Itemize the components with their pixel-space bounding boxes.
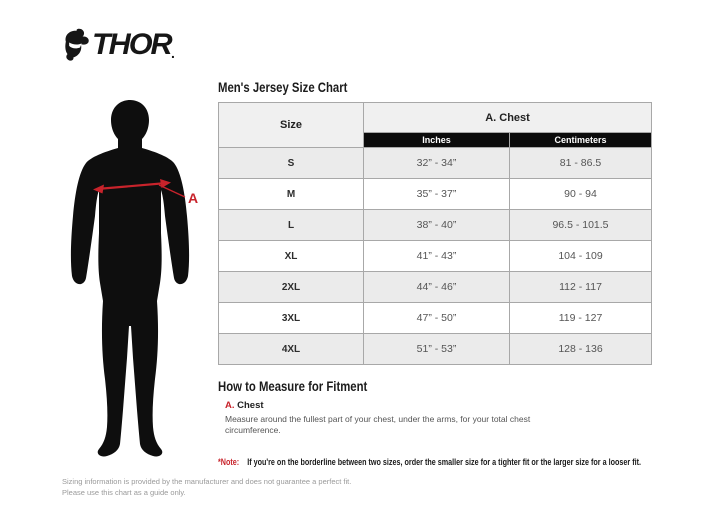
- cm-value: 112 - 117: [510, 272, 652, 303]
- thor-helmet-icon: [60, 26, 90, 64]
- cm-value: 119 - 127: [510, 303, 652, 334]
- column-header-centimeters: Centimeters: [510, 133, 652, 148]
- size-label: 2XL: [219, 272, 364, 303]
- fit-note-text: If you're on the borderline between two sizes, order the smaller size for a tighter fit or the larger size for a looser fit.: [247, 457, 641, 467]
- column-header-inches: Inches: [364, 133, 510, 148]
- inches-value: 35” - 37”: [364, 179, 510, 210]
- inches-value: 32” - 34”: [364, 148, 510, 179]
- disclaimer-line-2: Please use this chart as a guide only.: [62, 488, 186, 498]
- table-row-xl: [219, 241, 652, 272]
- size-label: 4XL: [219, 334, 364, 365]
- measure-item-label: [225, 400, 537, 411]
- fit-note: [218, 457, 641, 467]
- chart-title: Men's Jersey Size Chart: [218, 80, 348, 95]
- measure-heading: How to Measure for Fitment: [218, 379, 368, 394]
- sizing-disclaimer: [62, 476, 351, 499]
- inches-value: 41” - 43”: [364, 241, 510, 272]
- table-row-m: [219, 179, 652, 210]
- chest-arrow-label: A: [188, 190, 199, 206]
- cm-value: 104 - 109: [510, 241, 652, 272]
- measure-item-name: Chest: [237, 400, 264, 411]
- table-group-header-row: [219, 103, 652, 133]
- brand-logo: [60, 26, 175, 64]
- measurement-figure: [55, 98, 215, 458]
- table-row-4xl: [219, 334, 652, 365]
- cm-value: 96.5 - 101.5: [510, 210, 652, 241]
- size-chart-table: [218, 102, 652, 365]
- inches-value: 38” - 40”: [364, 210, 510, 241]
- table-row-l: [219, 210, 652, 241]
- inches-value: 51” - 53”: [364, 334, 510, 365]
- size-label: S: [219, 148, 364, 179]
- disclaimer-line-1: Sizing information is provided by the manufacturer and does not guarantee a perfect fit.: [62, 477, 352, 486]
- cm-value: 128 - 136: [510, 334, 652, 365]
- table-row-s: [219, 148, 652, 179]
- column-header-chest-group: A. Chest: [364, 103, 652, 133]
- cm-value: 81 - 86.5: [510, 148, 652, 179]
- size-label: XL: [219, 241, 364, 272]
- male-silhouette: [71, 100, 189, 457]
- inches-value: 47” - 50”: [364, 303, 510, 334]
- size-label: M: [219, 179, 364, 210]
- brand-wordmark: THOR: [92, 28, 171, 61]
- table-row-3xl: [219, 303, 652, 334]
- measure-item-letter: A.: [225, 400, 235, 411]
- inches-value: 44” - 46”: [364, 272, 510, 303]
- table-row-2xl: [219, 272, 652, 303]
- column-header-size: Size: [219, 103, 364, 148]
- size-label: 3XL: [219, 303, 364, 334]
- cm-value: 90 - 94: [510, 179, 652, 210]
- size-label: L: [219, 210, 364, 241]
- measure-item-chest: [225, 400, 537, 437]
- fit-note-prefix: *Note:: [218, 457, 240, 467]
- measure-item-description: Measure around the fullest part of your chest, under the arms, for your total chest circumference.: [225, 414, 531, 436]
- brand-trademark-dot: .: [171, 45, 175, 61]
